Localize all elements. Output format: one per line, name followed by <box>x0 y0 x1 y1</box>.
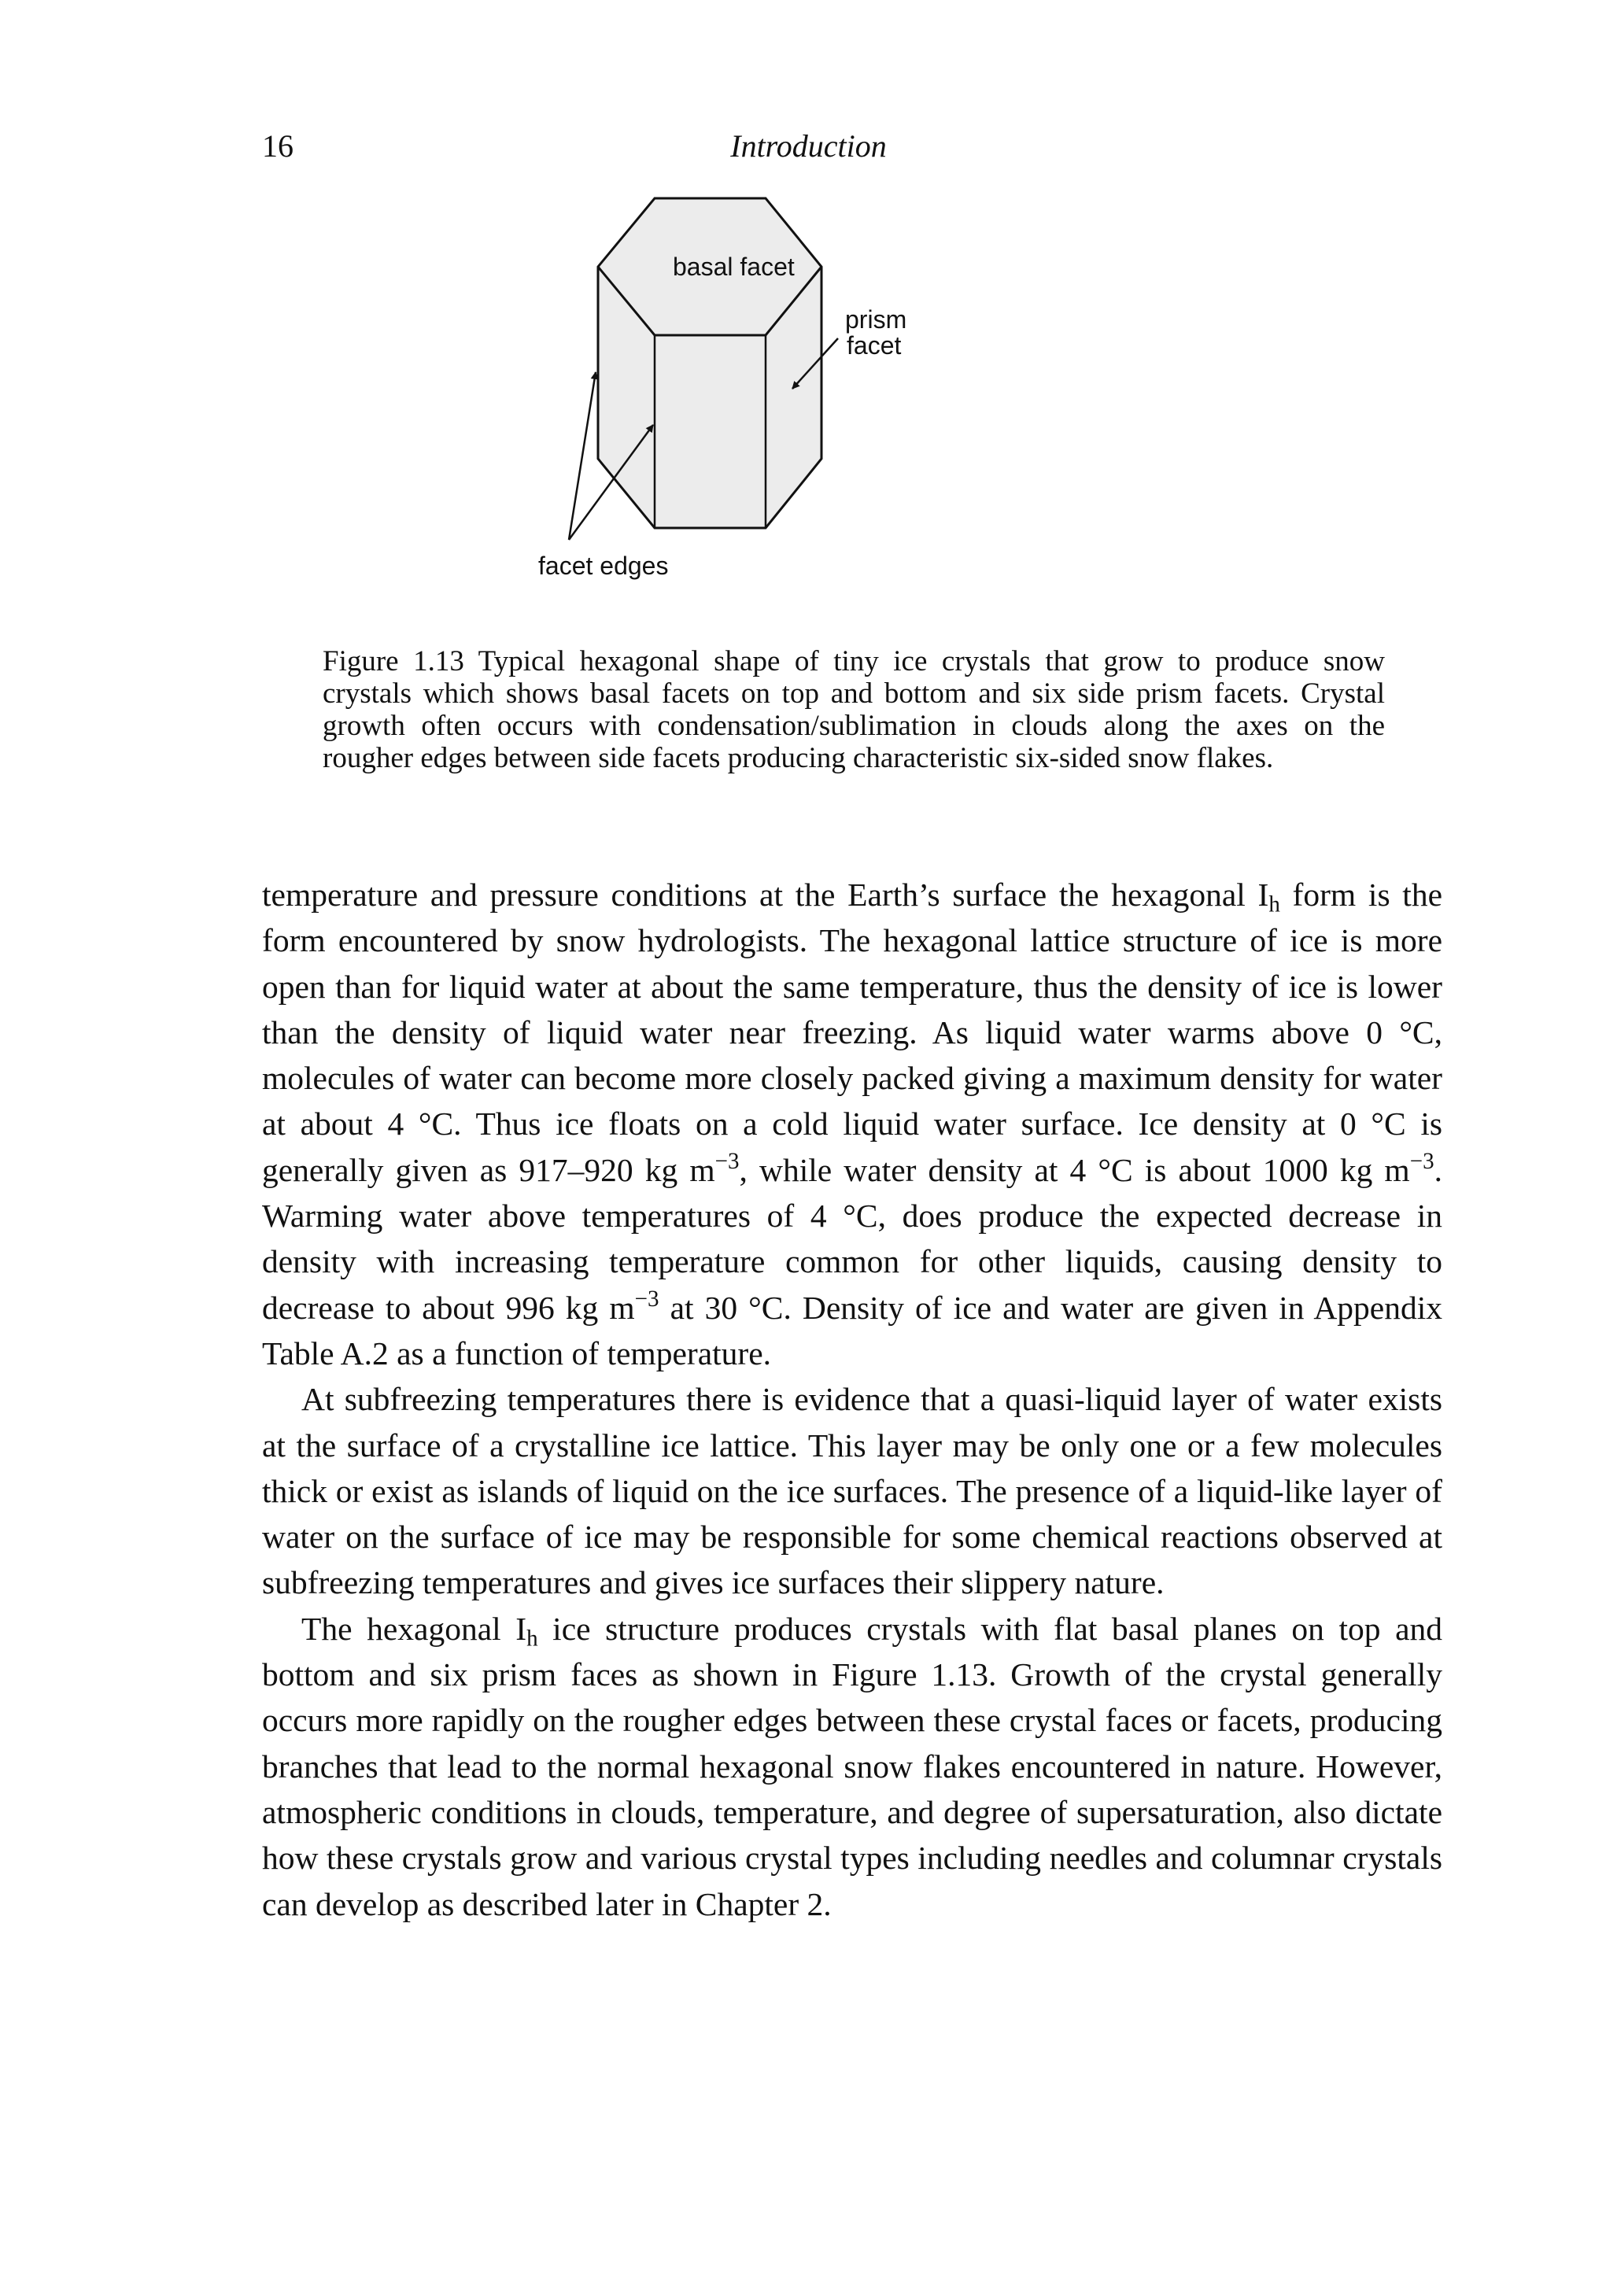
crystal-outline <box>598 198 821 528</box>
label-facet: facet <box>847 331 902 360</box>
text: temperature and pressure conditions at the Earth’s surface the hexagonal I <box>262 877 1269 913</box>
text: ice structure produces crystals with flat basal planes on top and bottom and six prism faces as shown in Figure 1.13. Growth of the crystal generally occurs more rapidly on the rougher edges between these crystal faces or facets, producing branches that lead to the normal hexagonal snow flakes encountered in nature. However, atmospheric conditions in clouds, temperature, and degree of supersaturation, also dictate how these crystals grow and various crystal types including needles and columnar crystals can develop as described later in Chapter 2. <box>262 1610 1442 1922</box>
arrow-facet-edge-outer <box>569 372 596 540</box>
subscript: h <box>1268 891 1280 917</box>
label-facet-edges: facet edges <box>538 552 669 580</box>
text: . Warming water above temperatures of 4 °C, does produce the expected decrease in density with increasing temperature common for other liquids, causing density to decrease to about 996 kg m <box>262 1151 1442 1326</box>
text: The hexagonal I <box>301 1610 527 1647</box>
paragraph-2: At subfreezing temperatures there is evidence that a quasi-liquid layer of water exists at the surface of a crystalline ice lattice. This layer may be only one or a few molecules thick or exist as islands of liquid on the ice surfaces. The presence of a liquid-like layer of water on the surface of ice may be responsible for some chemical reactions observed at subfreezing temperatures and gives ice surfaces their slippery nature. <box>262 1381 1442 1601</box>
label-prism: prism <box>845 305 907 334</box>
figure-hexagonal-crystal <box>511 181 1220 637</box>
label-basal-facet: basal facet <box>673 253 795 281</box>
figure-caption: Figure 1.13 Typical hexagonal shape of tiny ice crystals that grow to produce snow crystals which shows basal facets on top and bottom and six side prism facets. Crystal growth often occurs with condensation/sublimation in clouds along the axes on the rougher edges between side facets producing characteristic six-sided snow flakes. <box>323 645 1385 774</box>
superscript: −3 <box>1409 1148 1434 1174</box>
text: form is the form encountered by snow hydrologists. The hexagonal lattice structure of ice is more open than for liquid water at about the same temperature, thus the density of ice is lower than the density of liquid water near freezing. As liquid water warms above 0 °C, molecules of water can become more closely packed giving a maximum density for water at about 4 °C. Thus ice floats on a cold liquid water surface. Ice density at 0 °C is generally given as 917–920 kg m <box>262 877 1442 1188</box>
text: , while water density at 4 °C is about 1000 kg m <box>739 1151 1410 1188</box>
subscript: h <box>526 1626 538 1651</box>
page-number: 16 <box>262 128 293 164</box>
hexagonal-prism-diagram <box>511 181 1220 637</box>
body-text <box>262 872 1442 1927</box>
paragraph-3 <box>262 1606 1442 1927</box>
superscript: −3 <box>714 1148 740 1174</box>
running-head <box>262 127 1355 167</box>
superscript: −3 <box>634 1286 659 1312</box>
text: at 30 °C. Density of ice and water are given in Appendix Table A.2 as a function of temperature. <box>262 1289 1443 1371</box>
chapter-title: Introduction <box>730 128 887 164</box>
paragraph-1 <box>262 872 1442 1376</box>
